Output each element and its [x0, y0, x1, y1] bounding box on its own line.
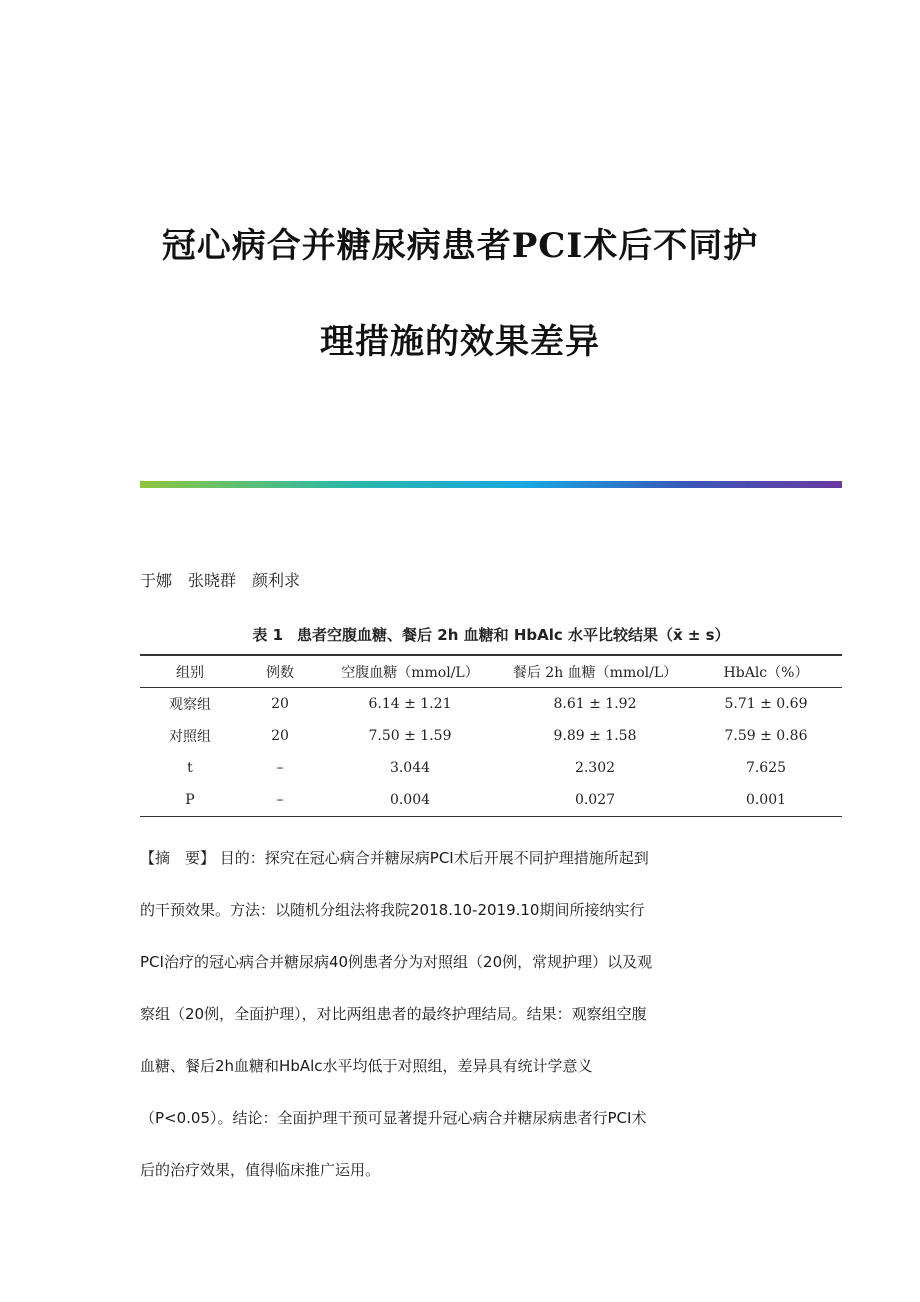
abstract-line: 血糖、餐后2h血糖和HbAlc水平均低于对照组，差异具有统计学意义 — [140, 1057, 593, 1075]
header-postprandial-glucose: 餐后 2h 血糖（mmol/L） — [512, 664, 678, 681]
table-row — [140, 688, 842, 721]
abstract-line: （P<0.05）。结论：全面护理干预可显著提升冠心病合并糖尿病患者行PCI术 — [140, 1109, 647, 1127]
abstract-line: PCI治疗的冠心病合并糖尿病40例患者分为对照组（20例，常规护理）以及观 — [140, 953, 653, 971]
table-cell: 0.004 — [389, 792, 431, 808]
table-cell: – — [276, 760, 284, 776]
table-cell: 6.14 ± 1.21 — [368, 696, 452, 712]
table-cell: 7.59 ± 0.86 — [724, 728, 808, 744]
abstract-line: 的干预效果。方法：以随机分组法将我院2018.10-2019.10期间所接纳实行 — [140, 901, 645, 919]
abstract-line: 【摘 要】 目的：探究在冠心病合并糖尿病PCI术后开展不同护理措施所起到 — [140, 849, 649, 867]
table-cell: 5.71 ± 0.69 — [724, 696, 808, 712]
author-list: 于娜 张晓群 颜利求 — [140, 571, 301, 590]
table-cell: 8.61 ± 1.92 — [553, 696, 637, 712]
table-row — [140, 752, 842, 784]
abstract — [140, 836, 790, 1200]
paper-title-line-1: 冠心病合并糖尿病患者PCI术后不同护 — [161, 226, 759, 266]
paper-title-line-2: 理措施的效果差异 — [320, 322, 600, 362]
header-count: 例数 — [266, 664, 294, 681]
table-cell: 0.027 — [574, 792, 616, 808]
header-group: 组别 — [176, 664, 204, 681]
table-cell: 2.302 — [574, 760, 616, 776]
table-cell: 9.89 ± 1.58 — [553, 728, 637, 744]
table-cell: 7.50 ± 1.59 — [368, 728, 452, 744]
table-cell: 7.625 — [745, 760, 787, 776]
table-cell: 0.001 — [745, 792, 787, 808]
table-cell: P — [185, 792, 195, 808]
comparison-table — [140, 654, 842, 817]
table-cell: 20 — [271, 728, 289, 744]
table-cell: t — [187, 760, 193, 776]
table-caption — [140, 624, 842, 645]
abstract-line: 后的治疗效果，值得临床推广运用。 — [140, 1161, 381, 1179]
gradient-divider — [140, 481, 842, 488]
table-header-row — [140, 655, 842, 688]
table-caption-label: 表 1 — [252, 626, 284, 644]
table-row — [140, 784, 842, 817]
header-hbalc: HbAlc（%） — [723, 664, 809, 681]
abstract-line: 察组（20例，全面护理），对比两组患者的最终护理结局。结果：观察组空腹 — [140, 1005, 647, 1023]
table-row — [140, 720, 842, 752]
table-cell: 对照组 — [169, 729, 211, 745]
table-cell: 3.044 — [389, 760, 431, 776]
table-cell: 观察组 — [169, 697, 211, 713]
table-caption-text: 患者空腹血糖、餐后 2h 血糖和 HbAlc 水平比较结果（x̄ ± s） — [297, 626, 730, 644]
table-cell: – — [276, 792, 284, 808]
header-fasting-glucose: 空腹血糖（mmol/L） — [341, 664, 479, 681]
table-cell: 20 — [271, 696, 289, 712]
